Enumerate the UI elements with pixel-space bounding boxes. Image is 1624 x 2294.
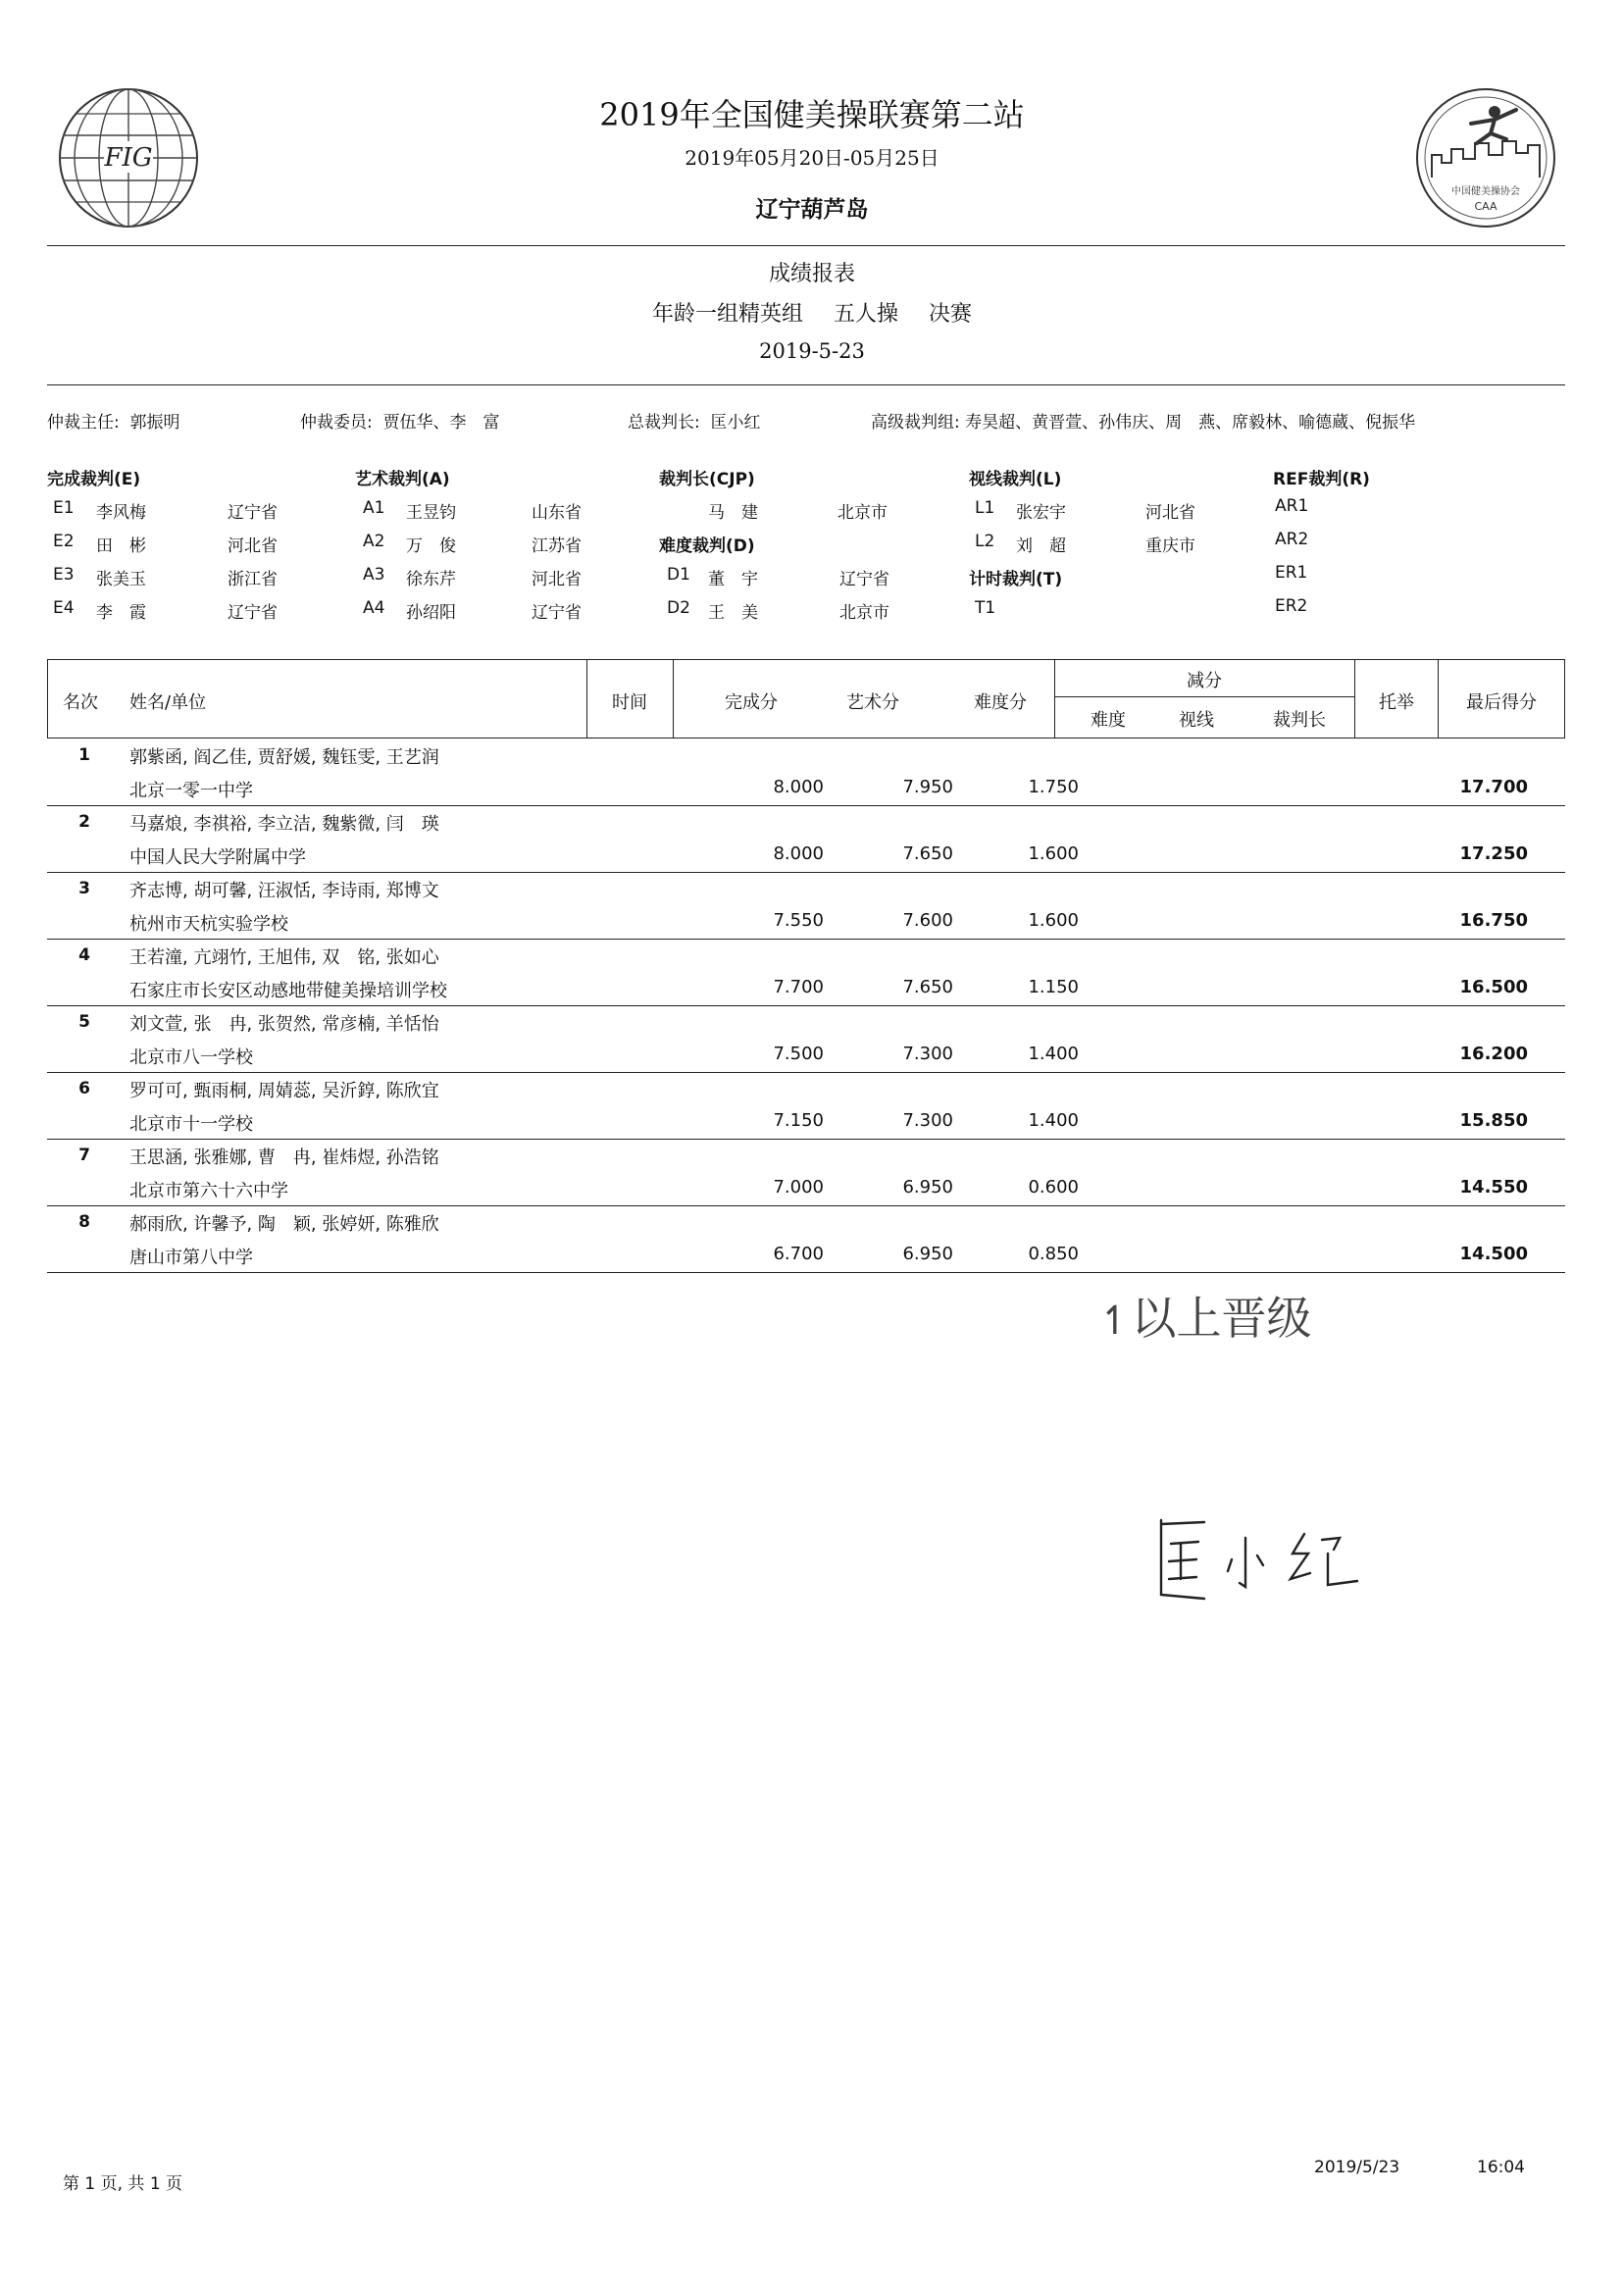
judge-code: ER1 (1275, 563, 1308, 583)
col-ded-line: 视线 (1179, 710, 1214, 731)
row-rank: 5 (78, 1012, 90, 1032)
event-label: 五人操 (833, 302, 898, 327)
col-time: 时间 (612, 692, 647, 713)
judge-code: ER2 (1275, 596, 1308, 616)
date-divider (47, 384, 1565, 385)
judge-code: E1 (53, 498, 75, 518)
row-difficulty: 0.600 (1028, 1177, 1079, 1198)
judge-code: E4 (53, 598, 75, 618)
row-final: 17.700 (1459, 777, 1528, 797)
row-athletes: 郭紫函, 阎乙佳, 贾舒媛, 魏钰雯, 王艺润 (129, 747, 439, 768)
round-label: 决赛 (929, 302, 973, 327)
row-athletes: 王思涵, 张雅娜, 曹 冉, 崔炜煜, 孙浩铭 (129, 1147, 439, 1168)
col-ded-cjp: 裁判长 (1273, 710, 1326, 731)
judge-code: A1 (363, 498, 385, 518)
row-final: 16.750 (1459, 910, 1528, 931)
judge-name: 王 美 (708, 603, 758, 623)
row-rank: 2 (78, 812, 90, 832)
judge-province: 辽宁省 (228, 603, 278, 623)
row-athletes: 王若潼, 亢翊竹, 王旭伟, 双 铭, 张如心 (129, 947, 439, 968)
group-label: 年龄一组精英组 (651, 302, 803, 327)
judge-name: 李 霞 (96, 603, 146, 623)
row-final: 14.550 (1459, 1177, 1528, 1198)
cjp-name: 马 建 (708, 503, 758, 523)
judge-code: A3 (363, 565, 385, 585)
advance-note: ↿以上晋级 (1098, 1292, 1312, 1345)
row-rank: 1 (78, 745, 90, 765)
judge-name: 孙绍阳 (406, 603, 456, 623)
judge-code: A2 (363, 532, 385, 551)
arbitration-committee: 仲裁委员: 贾伍华、李 富 (300, 413, 500, 433)
judge-province: 辽宁省 (228, 503, 278, 523)
col-name-unit: 姓名/单位 (129, 692, 207, 713)
row-artistic: 7.600 (902, 910, 953, 931)
competition-venue: 辽宁葫芦岛 (755, 197, 869, 223)
line-judges-header: 视线裁判(L) (969, 470, 1062, 489)
row-athletes: 齐志博, 胡可馨, 汪淑恬, 李诗雨, 郑博文 (129, 881, 439, 901)
results-rows (47, 738, 1565, 1287)
row-difficulty: 0.850 (1028, 1244, 1079, 1264)
row-final: 16.500 (1459, 977, 1528, 997)
row-artistic: 6.950 (902, 1244, 953, 1264)
up-arrow-icon: ↿ (1098, 1299, 1132, 1344)
row-unit: 石家庄市长安区动感地带健美操培训学校 (129, 981, 447, 1001)
col-lift: 托举 (1379, 692, 1414, 713)
row-athletes: 马嘉烺, 李祺裕, 李立洁, 魏紫微, 闫 瑛 (129, 814, 439, 835)
judge-code: L1 (975, 498, 995, 518)
row-athletes: 郝雨欣, 许馨予, 陶 颖, 张婷妍, 陈雅欣 (129, 1214, 439, 1235)
judge-province: 重庆市 (1145, 536, 1195, 556)
fig-logo-text: FIG (104, 143, 153, 173)
col-deductions: 减分 (1187, 671, 1222, 691)
judge-name: 张宏宇 (1016, 503, 1066, 523)
caa-logo-text-cn: 中国健美操协会 (1451, 186, 1520, 197)
row-execution: 7.500 (773, 1044, 824, 1064)
row-difficulty: 1.400 (1028, 1110, 1079, 1131)
col-final: 最后得分 (1466, 692, 1537, 713)
row-artistic: 7.300 (902, 1044, 953, 1064)
col-rank: 名次 (63, 692, 98, 713)
row-final: 14.500 (1459, 1244, 1528, 1264)
judge-province: 河北省 (1145, 503, 1195, 523)
col-ded-difficulty: 难度 (1091, 710, 1126, 731)
row-athletes: 刘文萱, 张 冉, 张贺然, 常彦楠, 羊恬怡 (129, 1014, 439, 1035)
row-final: 15.850 (1459, 1110, 1528, 1131)
row-execution: 8.000 (773, 843, 824, 864)
row-rank: 3 (78, 879, 90, 898)
row-unit: 杭州市天杭实验学校 (129, 914, 288, 935)
signature (1147, 1510, 1373, 1608)
row-artistic: 7.650 (902, 977, 953, 997)
judge-code: D2 (667, 598, 690, 618)
judge-province: 江苏省 (532, 536, 582, 556)
judge-code: AR2 (1275, 530, 1309, 549)
judge-code: A4 (363, 598, 385, 618)
row-execution: 7.700 (773, 977, 824, 997)
row-unit: 北京市八一学校 (129, 1047, 253, 1068)
row-difficulty: 1.400 (1028, 1044, 1079, 1064)
judge-code: E3 (53, 565, 75, 585)
report-date: 2019-5-23 (759, 339, 865, 363)
col-execution: 完成分 (725, 692, 778, 713)
judge-name: 万 俊 (406, 536, 456, 556)
judge-name: 田 彬 (96, 536, 146, 556)
competition-dates: 2019年05月20日-05月25日 (685, 146, 939, 170)
judge-code: D1 (667, 565, 690, 585)
judge-province: 辽宁省 (839, 570, 889, 589)
row-final: 17.250 (1459, 843, 1528, 864)
row-artistic: 6.950 (902, 1177, 953, 1198)
judge-code: AR1 (1275, 496, 1309, 516)
row-difficulty: 1.600 (1028, 910, 1079, 931)
row-execution: 6.700 (773, 1244, 824, 1264)
artistic-judges-header: 艺术裁判(A) (355, 470, 450, 489)
caa-logo-text-en: CAA (1474, 200, 1497, 213)
row-athletes: 罗可可, 甄雨桐, 周婧蕊, 吴沂錞, 陈欣宜 (129, 1081, 439, 1101)
row-artistic: 7.300 (902, 1110, 953, 1131)
judge-code: E2 (53, 532, 75, 551)
row-unit: 北京一零一中学 (129, 781, 253, 801)
print-time: 16:04 (1477, 2158, 1525, 2177)
competition-title: 2019年全国健美操联赛第二站 (599, 96, 1025, 133)
report-subtitle (0, 297, 1624, 328)
report-title: 成绩报表 (768, 262, 855, 286)
judge-province: 浙江省 (228, 570, 278, 589)
judge-code: T1 (975, 598, 996, 618)
judge-name: 李风梅 (96, 503, 146, 523)
judge-name: 董 宇 (708, 570, 758, 589)
header-divider (47, 245, 1565, 246)
col-artistic: 艺术分 (846, 692, 899, 713)
row-unit: 中国人民大学附属中学 (129, 847, 306, 868)
judge-province: 辽宁省 (532, 603, 582, 623)
row-execution: 7.000 (773, 1177, 824, 1198)
execution-judges-header: 完成裁判(E) (47, 470, 141, 489)
row-execution: 7.150 (773, 1110, 824, 1131)
row-unit: 北京市十一学校 (129, 1114, 253, 1135)
cjp-province: 北京市 (837, 503, 888, 523)
head-judge: 总裁判长: 匡小红 (628, 413, 761, 433)
judge-province: 山东省 (532, 503, 582, 523)
row-rank: 6 (78, 1079, 90, 1098)
row-unit: 唐山市第八中学 (129, 1248, 253, 1268)
row-execution: 7.550 (773, 910, 824, 931)
row-rank: 8 (78, 1212, 90, 1232)
judge-province: 北京市 (839, 603, 889, 623)
row-rank: 4 (78, 945, 90, 965)
print-date: 2019/5/23 (1314, 2158, 1400, 2177)
page-number: 第 1 页, 共 1 页 (63, 2174, 183, 2194)
senior-judges: 高级裁判组: 寿昊超、黄晋萱、孙伟庆、周 燕、席毅林、喻德蔵、倪振华 (871, 413, 1416, 433)
row-difficulty: 1.600 (1028, 843, 1079, 864)
cjp-header: 裁判长(CJP) (659, 470, 755, 489)
judge-code: L2 (975, 532, 995, 551)
ref-judges-header: REF裁判(R) (1273, 470, 1370, 489)
row-final: 16.200 (1459, 1044, 1528, 1064)
row-unit: 北京市第六十六中学 (129, 1181, 288, 1201)
row-rank: 7 (78, 1146, 90, 1165)
row-execution: 8.000 (773, 777, 824, 797)
row-artistic: 7.650 (902, 843, 953, 864)
judge-name: 王昱钧 (406, 503, 456, 523)
judge-name: 徐东芹 (406, 570, 456, 589)
timing-judges-header: 计时裁判(T) (969, 570, 1063, 589)
col-difficulty: 难度分 (974, 692, 1027, 713)
judge-province: 河北省 (532, 570, 582, 589)
judge-province: 河北省 (228, 536, 278, 556)
chief-arbiter: 仲裁主任: 郭振明 (47, 413, 180, 433)
judge-name: 刘 超 (1016, 536, 1066, 556)
judge-name: 张美玉 (96, 570, 146, 589)
row-difficulty: 1.150 (1028, 977, 1079, 997)
difficulty-judges-header: 难度裁判(D) (659, 536, 755, 556)
row-artistic: 7.950 (902, 777, 953, 797)
row-difficulty: 1.750 (1028, 777, 1079, 797)
